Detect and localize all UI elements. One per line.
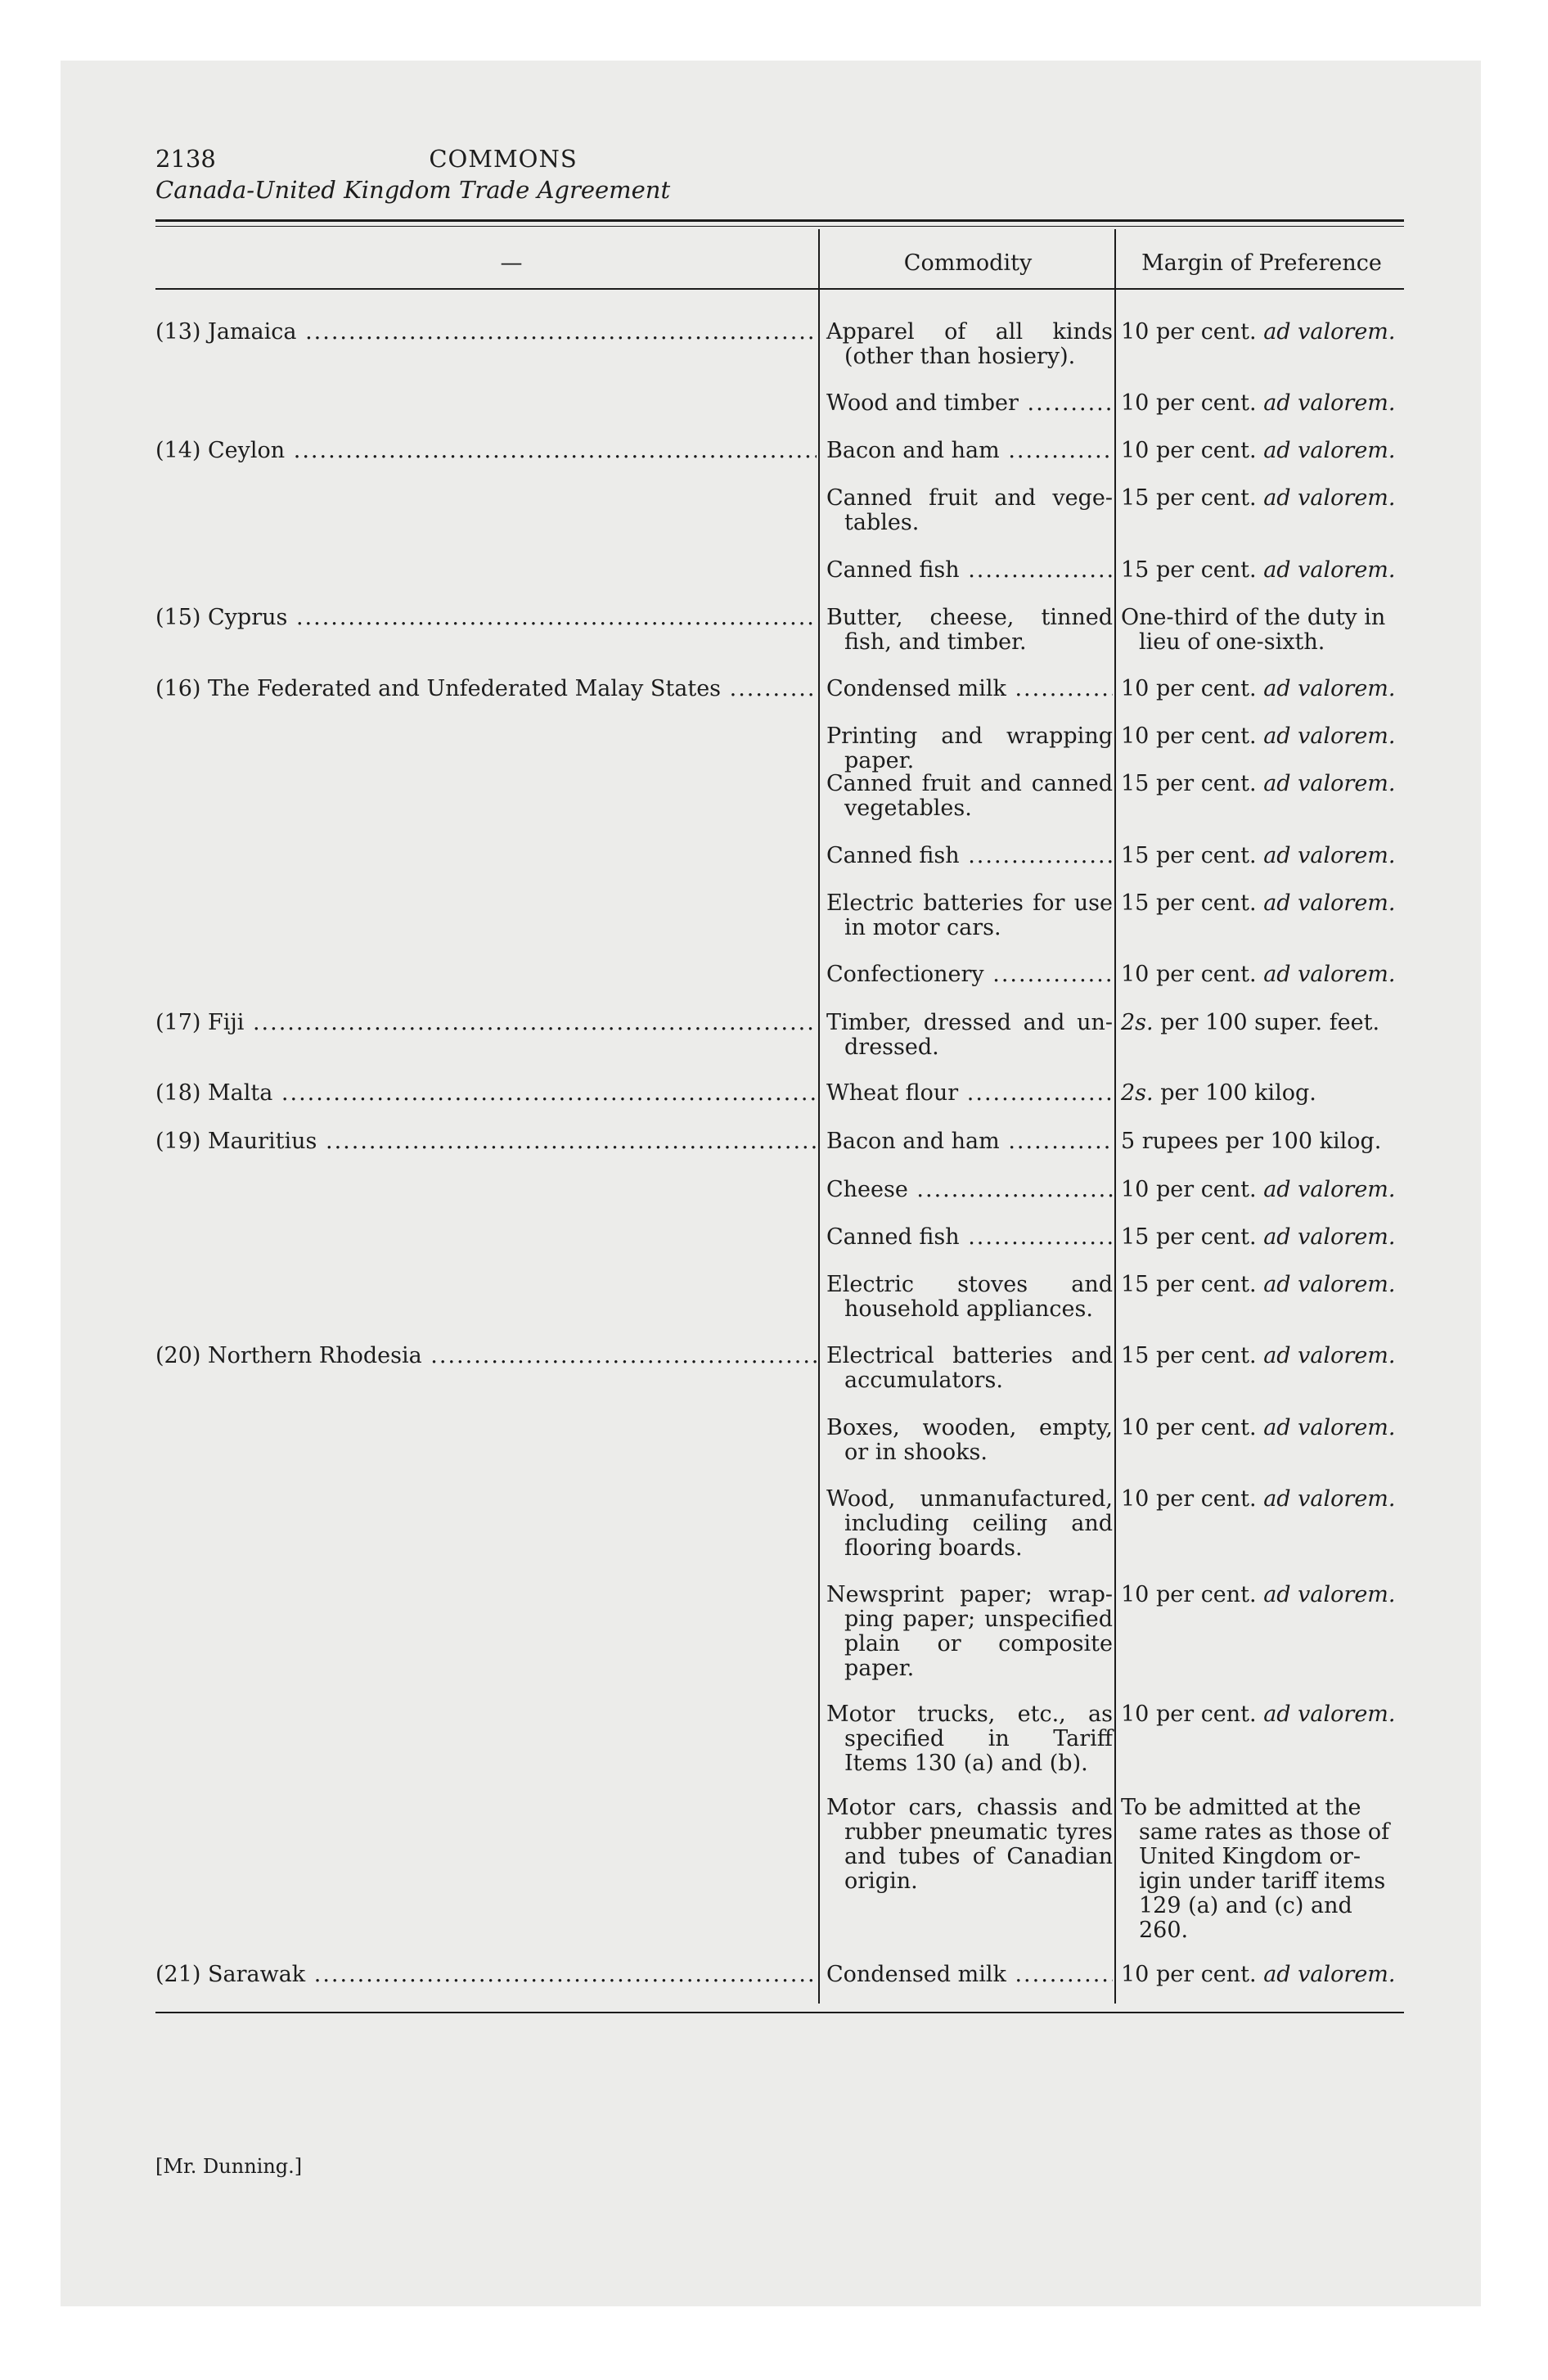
margin-cell: 10 per cent. ad valorem. [1121,390,1396,416]
commodity-cell: Electric batteries for use in motor cars. [826,890,1113,940]
commodity-cell: Confectionery ..... [826,962,1113,987]
commodity-cell: Canned fish ..... [826,1225,1113,1250]
region-mauritius: (19) Mauritius ..... [155,1129,817,1154]
column-header-margin: Margin of Preference [1141,250,1382,276]
margin-cell: 10 per cent. ad valorem. [1121,723,1396,749]
margin-cell: One-third of the duty in lieu of one-sixth. [1121,605,1386,655]
region-malay-states: (16) The Federated and Unfederated Malay States ..... [155,677,817,701]
commodity-cell: Wheat flour ..... [826,1081,1113,1106]
commodity-cell: Boxes, wooden, empty, or in shooks. [826,1415,1113,1465]
margin-cell: 10 per cent. ad valorem. [1121,1702,1396,1727]
chamber-title: COMMONS [429,145,578,173]
commodity-cell: Wood and timber ..... [826,391,1113,416]
margin-cell: To be admitted at the same rates as those of United Kingdom or- igin under tariff items 129 (a) and (c) and 260. [1121,1795,1390,1943]
commodity-cell: Electrical batteries and accumulators. [826,1343,1113,1393]
margin-cell: 5 rupees per 100 kilog. [1121,1129,1382,1154]
margin-cell: 15 per cent. ad valorem. [1121,1343,1396,1368]
commodity-cell: Butter, cheese, tinned fish, and timber. [826,605,1113,655]
region-fiji: (17) Fiji ..... [155,1011,817,1035]
top-rule-thin [155,226,1404,227]
commodity-cell: Electric stoves and household appliances. [826,1272,1113,1322]
column-header-commodity: Commodity [903,250,1033,276]
page-number: 2138 [155,145,216,173]
region-cyprus: (15) Cyprus ..... [155,606,817,630]
margin-cell: 10 per cent. ad valorem. [1121,1415,1396,1440]
speaker-footer: [Mr. Dunning.] [155,2155,303,2178]
margin-cell: 15 per cent. ad valorem. [1121,1272,1396,1297]
commodity-cell: Canned fruit and canned vegetables. [826,771,1113,821]
margin-cell: 10 per cent. ad valorem. [1121,1582,1396,1607]
margin-cell: 10 per cent. ad valorem. [1121,1177,1396,1202]
commodity-cell: Apparel of all kinds (other than hosiery). [826,319,1113,369]
commodity-cell: Newsprint paper; wrap- ping paper; unspecified plain or composite paper. [826,1582,1113,1681]
margin-cell: 15 per cent. ad valorem. [1121,771,1396,796]
commodity-cell: Bacon and ham ..... [826,439,1113,463]
commodity-cell: Condensed milk ..... [826,677,1113,701]
margin-cell: 10 per cent. ad valorem. [1121,1486,1396,1512]
margin-cell: 10 per cent. ad valorem. [1121,1962,1396,1987]
region-malta: (18) Malta ..... [155,1081,817,1106]
margin-cell: 10 per cent. ad valorem. [1121,438,1396,463]
margin-cell: 15 per cent. ad valorem. [1121,890,1396,916]
margin-cell: 2s. per 100 kilog. [1121,1080,1316,1106]
commodity-cell: Wood, unmanufactured, including ceiling and flooring boards. [826,1486,1113,1561]
margin-cell: 10 per cent. ad valorem. [1121,962,1396,987]
region-sarawak: (21) Sarawak ..... [155,1963,817,1987]
margin-cell: 10 per cent. ad valorem. [1121,319,1396,345]
column-header-region: — [500,250,523,276]
header-underline [155,288,1404,290]
commodity-cell: Motor cars, chassis and rubber pneumatic tyres and tubes of Canadian origin. [826,1795,1113,1894]
commodity-cell: Canned fish ..... [826,558,1113,583]
commodity-cell: Printing and wrapping paper. [826,723,1113,773]
commodity-cell: Condensed milk ..... [826,1963,1113,1987]
commodity-cell: Timber, dressed and un- dressed. [826,1010,1113,1060]
page-subtitle: Canada-United Kingdom Trade Agreement [155,176,671,204]
margin-cell: 10 per cent. ad valorem. [1121,676,1396,701]
running-header [155,144,851,174]
region-northern-rhodesia: (20) Northern Rhodesia ..... [155,1344,817,1368]
region-jamaica: (13) Jamaica ..... [155,320,817,345]
commodity-cell: Motor trucks, etc., as specified in Tariff Items 130 (a) and (b). [826,1702,1113,1776]
margin-cell: 15 per cent. ad valorem. [1121,1224,1396,1250]
margin-cell: 15 per cent. ad valorem. [1121,485,1396,511]
top-rule-thick [155,219,1404,222]
margin-cell: 15 per cent. ad valorem. [1121,843,1396,868]
commodity-cell: Canned fish ..... [826,844,1113,868]
column-divider-1 [818,229,820,2004]
bottom-rule [155,2012,1404,2013]
commodity-cell: Cheese ..... [826,1178,1113,1202]
margin-cell: 2s. per 100 super. feet. [1121,1010,1380,1035]
commodity-cell: Canned fruit and vege- tables. [826,485,1113,535]
commodity-cell: Bacon and ham ..... [826,1129,1113,1154]
region-ceylon: (14) Ceylon ..... [155,439,817,463]
margin-cell: 15 per cent. ad valorem. [1121,557,1396,583]
column-divider-2 [1114,229,1116,2004]
